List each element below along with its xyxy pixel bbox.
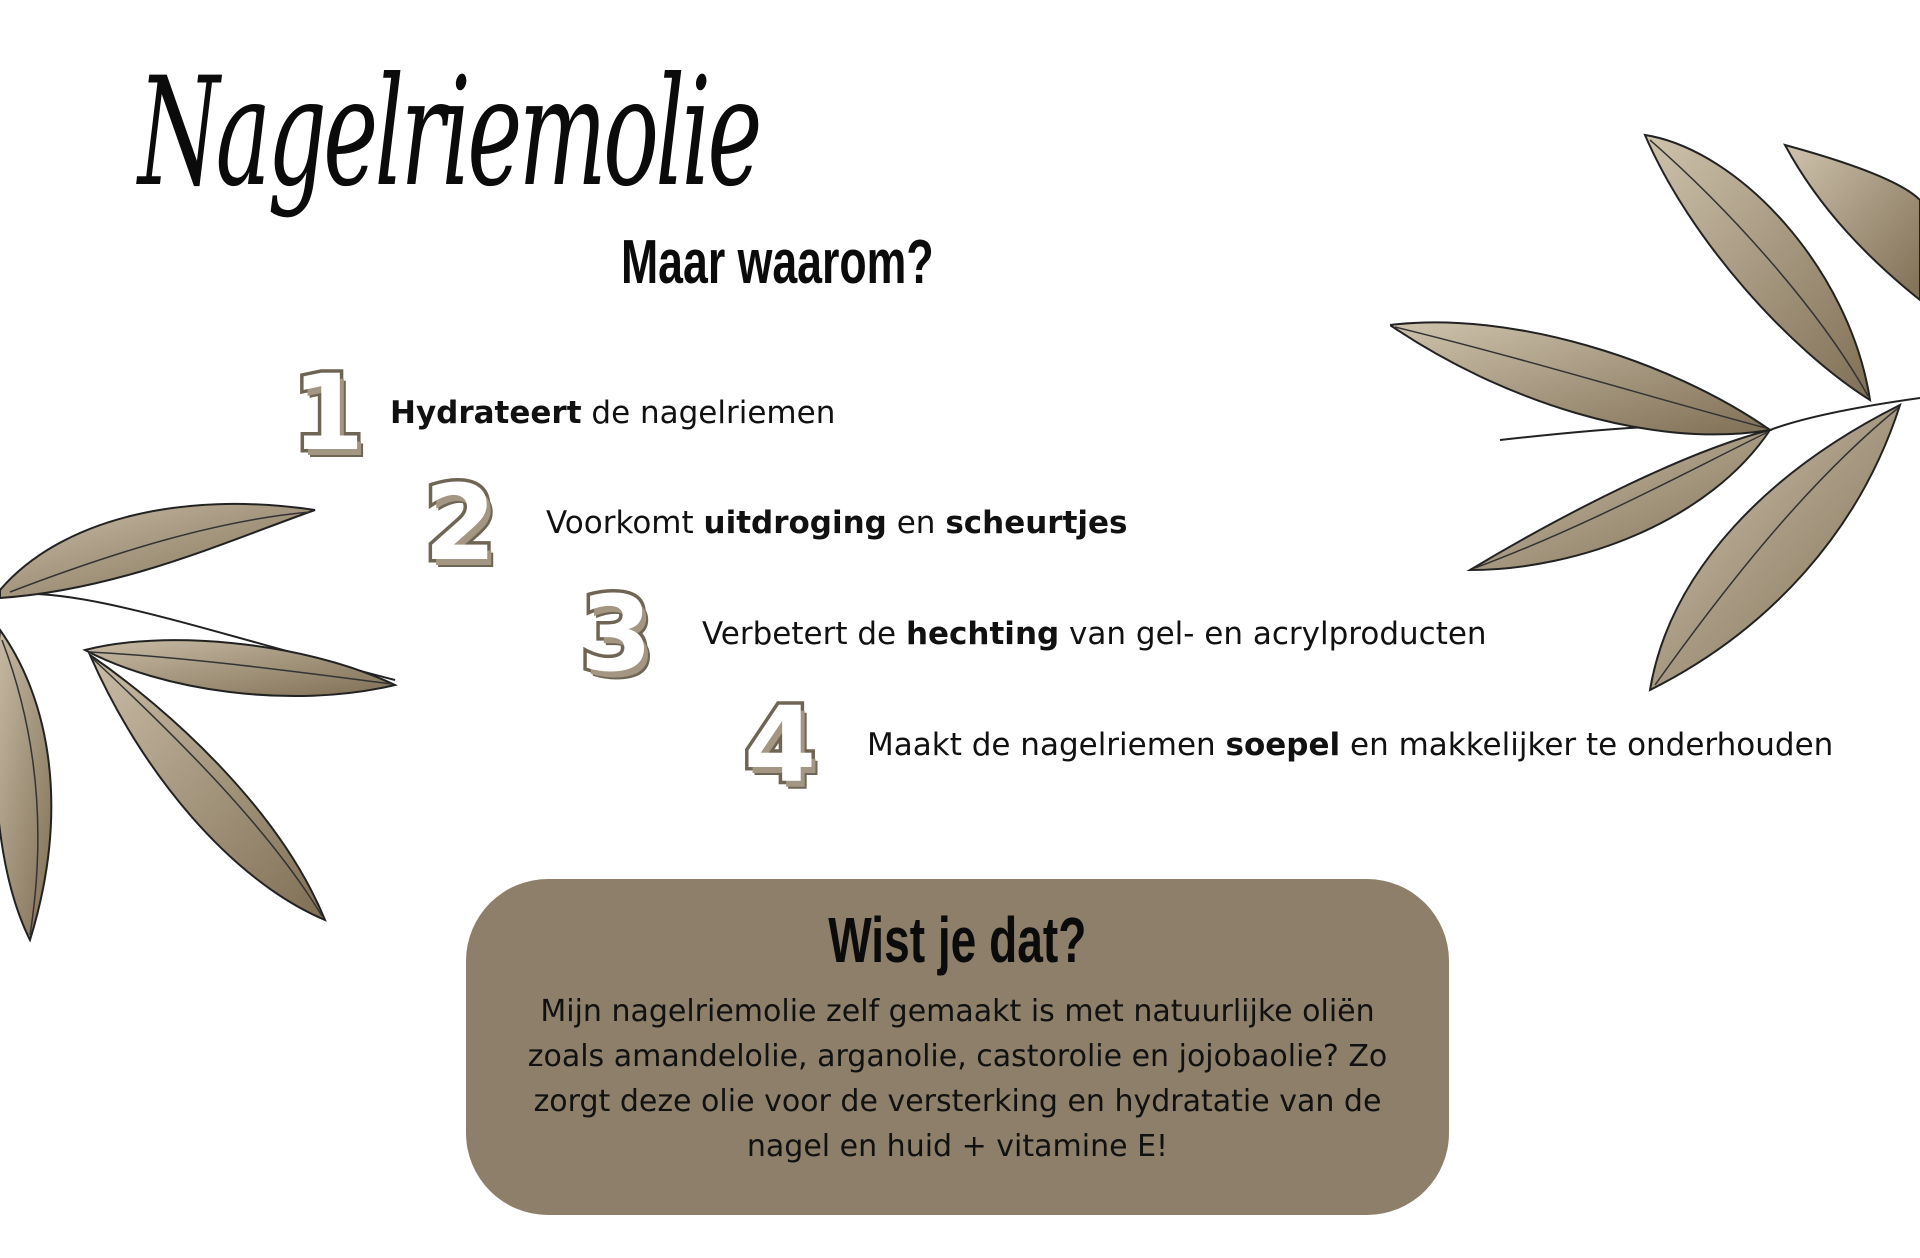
- number-one-badge: 1: [291, 352, 365, 474]
- page-subtitle: Maar waarom?: [621, 228, 934, 297]
- step-1: [288, 352, 836, 474]
- step-2-text: Voorkomt uitdroging en scheurtjes: [546, 505, 1128, 541]
- info-box-body: Mijn nagelriemolie zelf gemaakt is met natuurlijke oliën zoals amandelolie, arganolie, castorolie en jojobaolie? Zo zorgt deze olie voor de versterking en hydratatie van de nagel en huid + vitamine E!: [527, 994, 1388, 1165]
- page-title: Nagelriemolie: [138, 46, 759, 220]
- info-box: [466, 879, 1449, 1215]
- number-three-badge: 3: [579, 573, 653, 695]
- step-4: [740, 684, 1834, 806]
- step-3-text: Verbetert de hechting van gel- en acrylproducten: [702, 616, 1487, 652]
- info-box-title: Wist je dat?: [828, 904, 1087, 976]
- step-3: [576, 573, 1487, 695]
- number-two-badge: 2: [423, 462, 497, 584]
- step-4-text: Maakt de nagelriemen soepel en makkelijker te onderhouden: [867, 727, 1834, 763]
- number-four-badge: 4: [743, 684, 817, 806]
- leaf-branch-left: [0, 480, 420, 950]
- step-2: [420, 462, 1128, 584]
- step-1-text: Hydrateert de nagelriemen: [390, 395, 836, 431]
